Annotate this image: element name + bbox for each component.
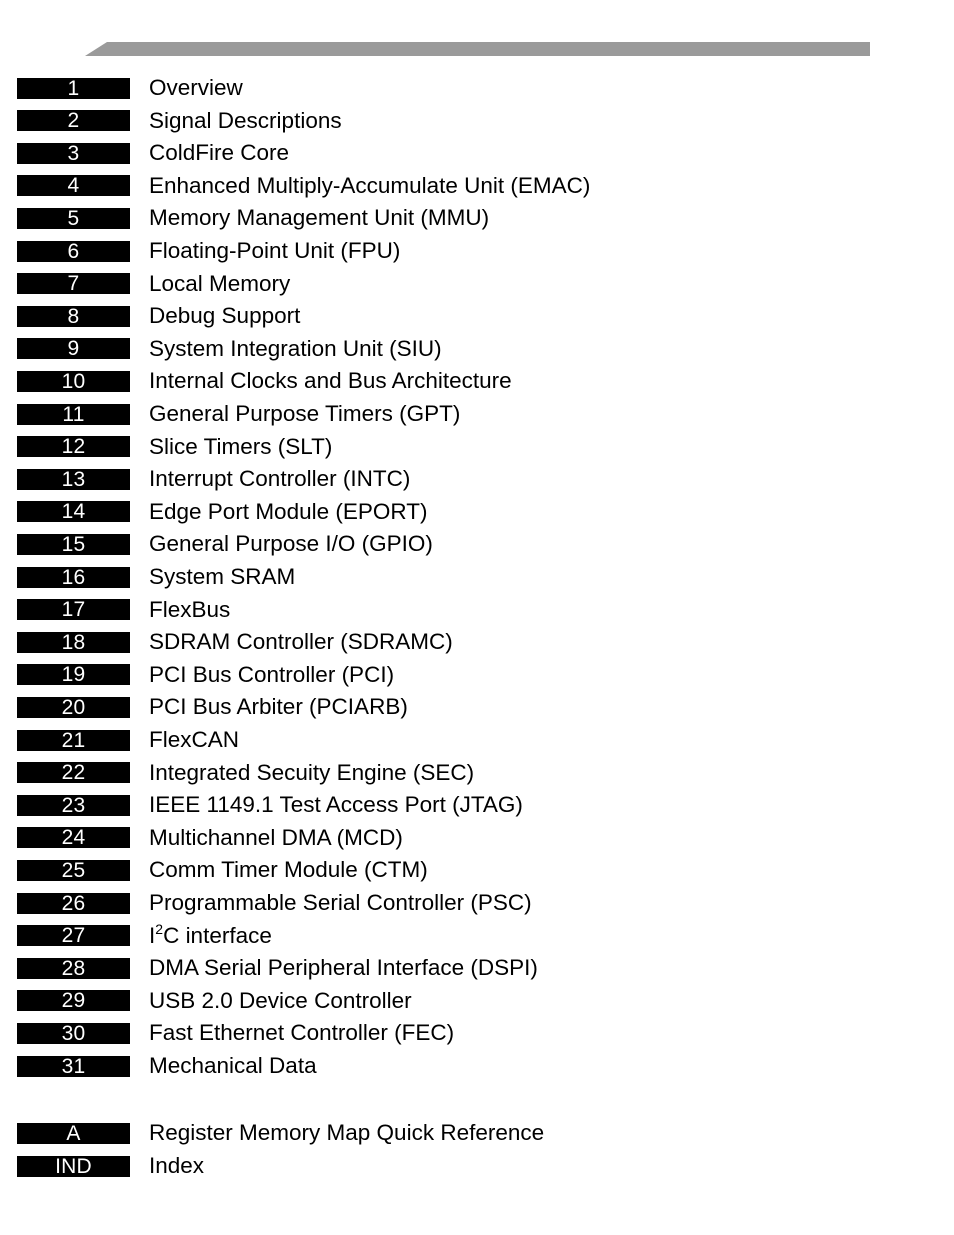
toc-entry[interactable] bbox=[17, 109, 342, 133]
chapter-title[interactable]: IEEE 1149.1 Test Access Port (JTAG) bbox=[149, 792, 523, 818]
chapter-title-suffix: C interface bbox=[163, 922, 272, 948]
chapter-tab[interactable]: 9 bbox=[17, 338, 130, 359]
chapter-tab[interactable]: 30 bbox=[17, 1023, 130, 1044]
toc-entry[interactable] bbox=[17, 174, 590, 198]
chapter-title[interactable]: FlexBus bbox=[149, 596, 231, 622]
chapter-title-superscript: 2 bbox=[155, 920, 164, 937]
toc-entry[interactable] bbox=[17, 206, 489, 230]
toc-entry[interactable] bbox=[17, 695, 408, 719]
toc-entry[interactable] bbox=[17, 337, 442, 361]
chapter-tab[interactable]: 22 bbox=[17, 762, 130, 783]
chapter-title[interactable]: FlexCAN bbox=[149, 727, 240, 752]
toc-entry[interactable] bbox=[17, 76, 243, 100]
index-tab[interactable]: IND bbox=[17, 1156, 130, 1177]
chapter-tab[interactable]: 18 bbox=[17, 632, 130, 653]
toc-entry[interactable] bbox=[17, 402, 460, 426]
chapter-tab[interactable]: 8 bbox=[17, 306, 130, 327]
chapter-tab[interactable]: 5 bbox=[17, 208, 130, 229]
chapter-tab[interactable]: 23 bbox=[17, 795, 130, 816]
chapter-tab[interactable]: 15 bbox=[17, 534, 130, 555]
toc-entry[interactable] bbox=[17, 304, 300, 328]
chapter-tab[interactable]: 2 bbox=[17, 110, 130, 131]
chapter-title[interactable]: Slice Timers (SLT) bbox=[149, 433, 333, 459]
chapter-title[interactable]: PCI Bus Arbiter (PCIARB) bbox=[149, 694, 408, 720]
chapter-title[interactable]: Programmable Serial Controller (PSC) bbox=[149, 890, 532, 915]
chapter-tab[interactable]: 10 bbox=[17, 371, 130, 392]
chapter-tab[interactable]: 27 bbox=[17, 925, 130, 946]
chapter-title[interactable]: USB 2.0 Device Controller bbox=[149, 987, 412, 1013]
index-title[interactable]: Index bbox=[149, 1153, 205, 1178]
chapter-title[interactable]: Comm Timer Module (CTM) bbox=[149, 857, 428, 883]
toc-entry[interactable] bbox=[17, 239, 400, 263]
chapter-title[interactable]: Memory Management Unit (MMU) bbox=[149, 205, 490, 231]
chapter-tab[interactable]: 25 bbox=[17, 860, 130, 881]
toc-entry[interactable] bbox=[17, 1021, 454, 1045]
toc-entry[interactable] bbox=[17, 598, 230, 622]
chapter-tab[interactable]: 1 bbox=[17, 78, 130, 99]
chapter-title[interactable]: Interrupt Controller (INTC) bbox=[149, 466, 411, 492]
chapter-tab[interactable]: 29 bbox=[17, 990, 130, 1011]
chapter-title[interactable]: Signal Descriptions bbox=[149, 107, 342, 133]
chapter-tab[interactable]: 17 bbox=[17, 599, 130, 620]
chapter-title[interactable]: System SRAM bbox=[149, 564, 296, 589]
chapter-title[interactable]: Overview bbox=[149, 75, 243, 100]
toc-entry[interactable] bbox=[17, 532, 433, 556]
chapter-title[interactable]: Enhanced Multiply-Accumulate Unit (EMAC) bbox=[149, 172, 591, 198]
appendix-tab[interactable]: A bbox=[17, 1123, 130, 1144]
toc-entry[interactable] bbox=[17, 920, 272, 948]
chapter-title-prefix: I bbox=[149, 922, 156, 948]
chapter-tab[interactable]: 14 bbox=[17, 501, 130, 522]
toc-entry[interactable] bbox=[17, 989, 412, 1013]
chapter-title[interactable]: ColdFire Core bbox=[149, 140, 290, 166]
appendix-title[interactable]: Register Memory Map Quick Reference bbox=[149, 1120, 545, 1145]
chapter-tab[interactable]: 7 bbox=[17, 273, 130, 294]
chapter-tab[interactable]: 21 bbox=[17, 730, 130, 751]
toc-entry[interactable] bbox=[17, 630, 453, 654]
toc-entry[interactable] bbox=[17, 565, 295, 589]
toc-entry[interactable] bbox=[17, 858, 428, 882]
chapter-title[interactable]: Floating-Point Unit (FPU) bbox=[149, 238, 401, 263]
toc-entry[interactable] bbox=[17, 500, 427, 524]
chapter-tab[interactable]: 6 bbox=[17, 241, 130, 262]
chapter-title[interactable]: Mechanical Data bbox=[149, 1053, 317, 1078]
chapter-tab[interactable]: 26 bbox=[17, 893, 130, 914]
chapter-title[interactable]: Local Memory bbox=[149, 270, 291, 296]
toc-entry[interactable] bbox=[17, 793, 523, 817]
toc-entry[interactable] bbox=[17, 369, 512, 393]
chapter-title[interactable]: Internal Clocks and Bus Architecture bbox=[149, 368, 512, 394]
toc-entry[interactable] bbox=[17, 467, 410, 491]
chapter-title[interactable]: SDRAM Controller (SDRAMC) bbox=[149, 629, 453, 655]
chapter-tab[interactable]: 31 bbox=[17, 1056, 130, 1077]
chapter-title[interactable]: General Purpose Timers (GPT) bbox=[149, 401, 461, 426]
chapter-title[interactable]: PCI Bus Controller (PCI) bbox=[149, 661, 395, 687]
chapter-tab[interactable]: 4 bbox=[17, 175, 130, 196]
toc-entry-appendix[interactable] bbox=[17, 1121, 544, 1145]
toc-entry[interactable] bbox=[17, 826, 403, 850]
chapter-tab[interactable]: 19 bbox=[17, 664, 130, 685]
chapter-title[interactable]: DMA Serial Peripheral Interface (DSPI) bbox=[149, 955, 538, 981]
toc-entry[interactable] bbox=[17, 956, 538, 980]
chapter-title[interactable]: Multichannel DMA (MCD) bbox=[149, 824, 403, 850]
toc-entry[interactable] bbox=[17, 761, 474, 785]
toc-entry[interactable] bbox=[17, 141, 289, 165]
chapter-tab[interactable]: 11 bbox=[17, 404, 130, 425]
toc-entry[interactable] bbox=[17, 272, 290, 296]
chapter-title[interactable]: Debug Support bbox=[149, 303, 301, 329]
chapter-tab[interactable]: 16 bbox=[17, 567, 130, 588]
chapter-title[interactable]: Integrated Secuity Engine (SEC) bbox=[149, 759, 475, 785]
chapter-tab[interactable]: 20 bbox=[17, 697, 130, 718]
chapter-tab[interactable]: 13 bbox=[17, 469, 130, 490]
chapter-title[interactable]: Edge Port Module (EPORT) bbox=[149, 498, 428, 524]
toc-entry[interactable] bbox=[17, 1054, 317, 1078]
chapter-title[interactable]: System Integration Unit (SIU) bbox=[149, 335, 442, 361]
chapter-tab[interactable]: 3 bbox=[17, 143, 130, 164]
toc-entry[interactable] bbox=[17, 663, 394, 687]
chapter-title[interactable] bbox=[149, 920, 272, 948]
toc-entry[interactable] bbox=[17, 435, 332, 459]
chapter-title[interactable]: General Purpose I/O (GPIO) bbox=[149, 531, 433, 557]
chapter-tab[interactable]: 12 bbox=[17, 436, 130, 457]
toc-entry[interactable] bbox=[17, 891, 532, 915]
chapter-tab[interactable]: 28 bbox=[17, 958, 130, 979]
toc-entry-index[interactable] bbox=[17, 1154, 204, 1178]
chapter-title[interactable]: Fast Ethernet Controller (FEC) bbox=[149, 1020, 455, 1046]
toc-entry[interactable] bbox=[17, 728, 239, 752]
chapter-tab[interactable]: 24 bbox=[17, 827, 130, 848]
